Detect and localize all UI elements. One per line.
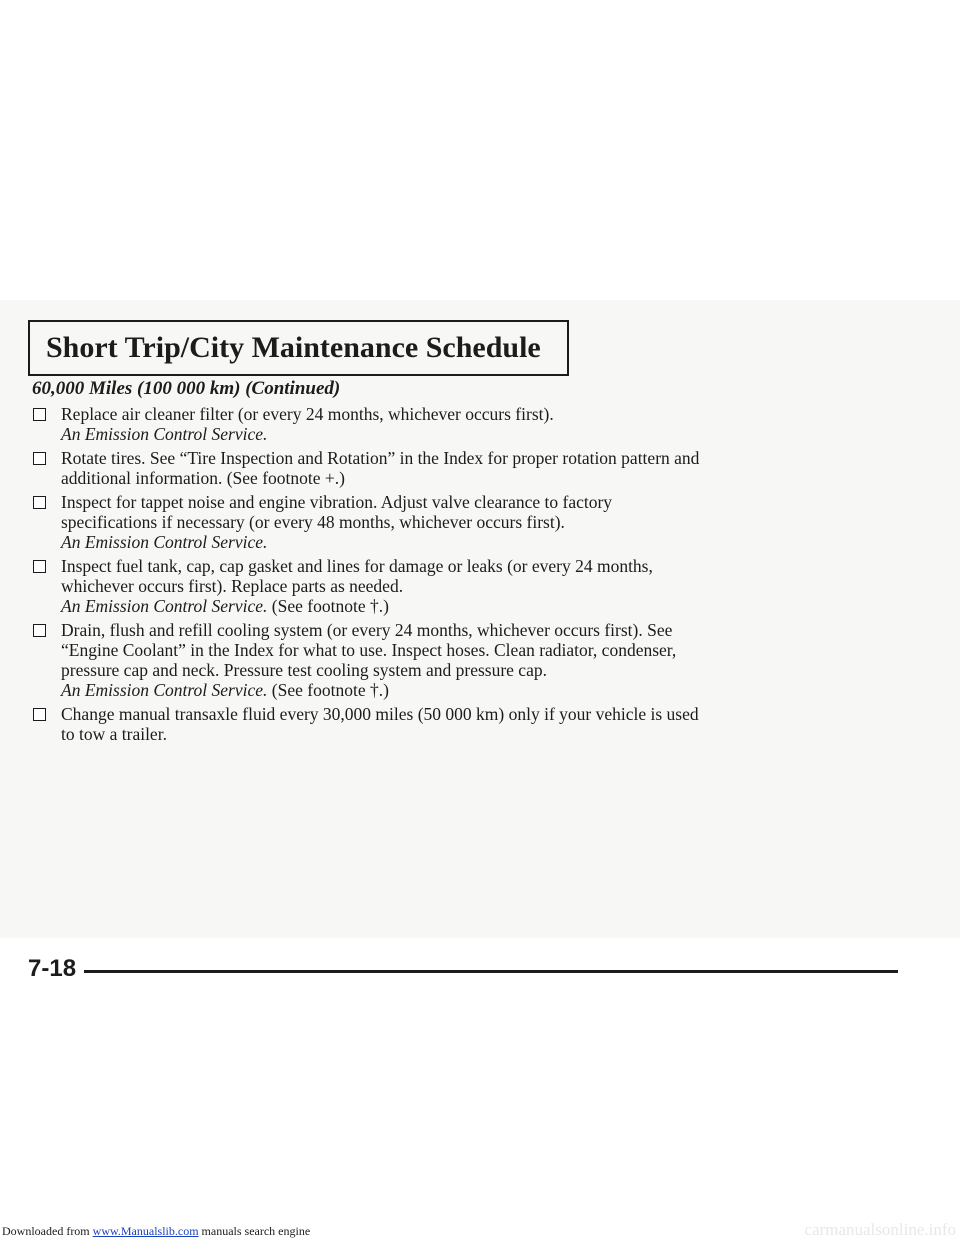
checkbox-icon[interactable] [33,560,46,573]
emission-service-note: An Emission Control Service. [61,424,268,444]
banner-suffix: manuals search engine [198,1224,311,1238]
checklist-item [31,404,711,444]
service-line [61,424,711,444]
service-line [61,532,711,552]
page-footer [28,955,898,983]
maintenance-checklist [31,404,711,748]
item-text: Drain, flush and refill cooling system (or every 24 months, whichever occurs first). See “Engine Coolant” in the Index for what to use. Inspect hoses. Clean radiator, condenser, pressure cap and neck. Pressure test cooling system and pressure cap. [61,620,677,680]
item-text: Replace air cleaner filter (or every 24 months, whichever occurs first). [61,404,554,424]
emission-service-note: An Emission Control Service. [61,596,268,616]
service-line [61,680,711,700]
download-banner [2,1224,310,1239]
checkbox-icon[interactable] [33,496,46,509]
emission-service-note: An Emission Control Service. [61,680,268,700]
checklist-item [31,492,711,552]
checklist-item [31,556,711,616]
checkbox-icon[interactable] [33,708,46,721]
service-line [61,596,711,616]
item-text: Rotate tires. See “Tire Inspection and Rotation” in the Index for proper rotation pattern and additional information. (See footnote +.) [61,448,700,488]
item-text: Inspect for tappet noise and engine vibration. Adjust valve clearance to factory specifications if necessary (or every 48 months, whichever occurs first). [61,492,613,532]
checkbox-icon[interactable] [33,624,46,637]
checklist-item [31,620,711,700]
checklist-item [31,448,711,488]
checklist-item [31,704,711,744]
checkbox-icon[interactable] [33,452,46,465]
section-title: Short Trip/City Maintenance Schedule [46,331,541,364]
mileage-subheading: 60,000 Miles (100 000 km) (Continued) [32,378,341,399]
banner-prefix: Downloaded from [2,1224,93,1238]
footer-rule [84,970,898,973]
watermark: carmanualsonline.info [804,1220,956,1239]
item-text: Inspect fuel tank, cap, cap gasket and lines for damage or leaks (or every 24 months, whichever occurs first). Replace parts as needed. [61,556,653,596]
footnote-reference: (See footnote †.) [271,596,389,616]
top-blank-area [0,0,960,300]
footnote-reference: (See footnote †.) [271,680,389,700]
checkbox-icon[interactable] [33,408,46,421]
manualslib-link[interactable]: www.Manualslib.com [92,1224,199,1238]
page-number: 7-18 [28,955,77,982]
item-text: Change manual transaxle fluid every 30,000 miles (50 000 km) only if your vehicle is used to tow a trailer. [61,704,699,744]
section-header-box [28,320,569,376]
emission-service-note: An Emission Control Service. [61,532,268,552]
